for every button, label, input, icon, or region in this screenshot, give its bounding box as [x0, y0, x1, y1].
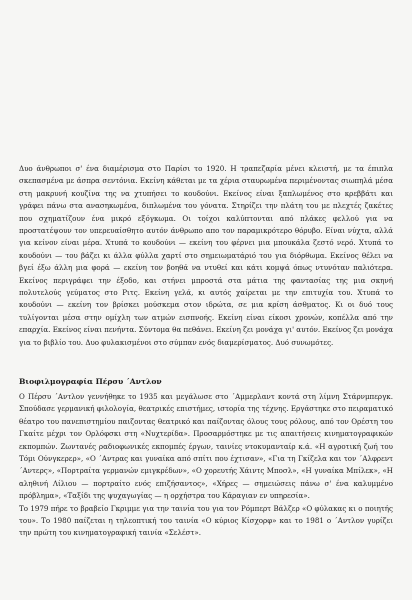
synopsis-paragraph: Δυο άνθρωποι σ' ένα διαμέρισμα στο Παρίσι το 1920. Η τραπεζαρία μένει κλειστή, με τα έπιπλα σκεπασμένα με άσπρα σεντόνια. Εκείνη κάθεται με τα χέρια σταυρωμένα περιμένοντας σιωπηλά μέσα στη μακρυνή κουζίνα της να χτυπήσει το κουδούνι. Εκείνος είναι ξαπλωμένος στο κρεββάτι και γράφει πάνω στα ανασηκωμένα, διπλωμένα του γόνατα. Στηρίζει την πλάτη του με πλεχτές ζακέτες που σχηματίζουν ένα μικρό εξόγκωμα. Οι τοίχοι καλύπτονται από πλάκες φελλού για να προστατέψουν τον υπερευαίσθητο αυτόν άνθρωπο απο τον παραμικρότερο θόρυβο. Είναι νύχτα, αλλά για κείνον είναι μέρα. Χτυπά το κουδούνι — εκείνη του φέρνει μια μπουκάλα ζεστό νερό. Χτυπά το κουδούνι — του βάζει κι άλλα φύλλα χαρτί στο σημειωματάριό του για διόρθωμα. Εκείνος θέλει να βγεί έξω άλλη μια φορά — εκείνη τον βοηθά να ντυθεί και κάτι κομψά όπως ντυνόταν παλιότερα. Εκείνος περιγράφει την έξοδο, και στήνει μπροστά στα μάτια της φαντασίας της μια σκηνή πολυτελούς γεύματος στο Ριτς. Εκείνη γελά, κι αυτός χαίρεται με την επιτυχία του. Χτυπά το κουδούνι — εκείνη τον βρίσκει μούσκεμα στον ιδρώτα, σε μια κρίση άσθματος. Κι οι δυό τους τυλίγονται μέσα στην ομίχλη των ατμών εισπνοής. Εκείνη είναι είκοσι χρονών, κοπέλλα από την επαρχία. Εκείνος είναι πενήντα. Σύντομα θα πεθάνει. Εκείνη ζει μονάχα γι' αυτόν. Εκείνος ζει μονάχα για το βιβλίο του. Δυο φυλακισμένοι στο σύμπαν ενός διαμερίσματος. Δυό συνωμότες.	[19, 164, 393, 347]
bio-heading: Βιοφιλμογραφία Πέρσυ ´Αντλον	[19, 377, 162, 386]
bio-paragraph: Ο Πέρσυ ´Αντλον γεννήθηκε το 1935 και μεγάλωσε στο ´Αμμερλαντ κοντά στη λίμνη Στάρνμπεργκ. Σπούδασε γερμανική φιλολογία, θεατρικές επιστήμες, ιστορία της τέχνης. Εργάστηκε στο πειραματικό θέατρο του πανεπιστημίου παιζοντας θεατρικό και παίζοντας όλους τους ρόλους, από τον Ορέστη του Γκαίτε μέχρι τον Ορλόφσκι στη «Νυχτερίδα». Προσαρμόστηκε με τις απαιτήσεις κινηματογραφικών εκπομπών. Ζωντανές ραδιοφωνικές εκπομπές έργων, ταινίες ντοκυμανταίρ κ.ά. «Η αγροτική ζωή του Τόμι Ούνγκερερ», «Ο ´Αντρας και γυναίκα από σπίτι που έχτισαν», «Για τη Γκίζελα και τον ´Αλφρεντ ´Αντερς», «Πορτραίτα γερμανών εμιγκρέδων», «Ο χορευτής Χάιντς Μποσλ», «Η γυναίκα Μπίλεκ», «Η αληθινή Λίλιου — πορτραίτο ενός επιζήσαντος», «Χήρες — σημειώσεις πάνω σ' ένα καλυμμένο πρόβλημα», «Ταξίδι της ψυχαγωγίας — η ορχήστρα του Κάραγιαν εν υπηρεσία». Το 1979 πήρε το βραβείο Γκριμμε για την ταινία του για τον Ρόμπερτ Βάλζερ «Ο φύλακας κι ο ποιητής του». Το 1980 παίζεται η τηλεοπτική του ταινία «Ο κύριος Κίσχορφ» και το 1981 ο ´Αντλον γυρίζει την πρώτη του κινηματογραφική ταινία «Σελέστ».	[19, 392, 393, 538]
